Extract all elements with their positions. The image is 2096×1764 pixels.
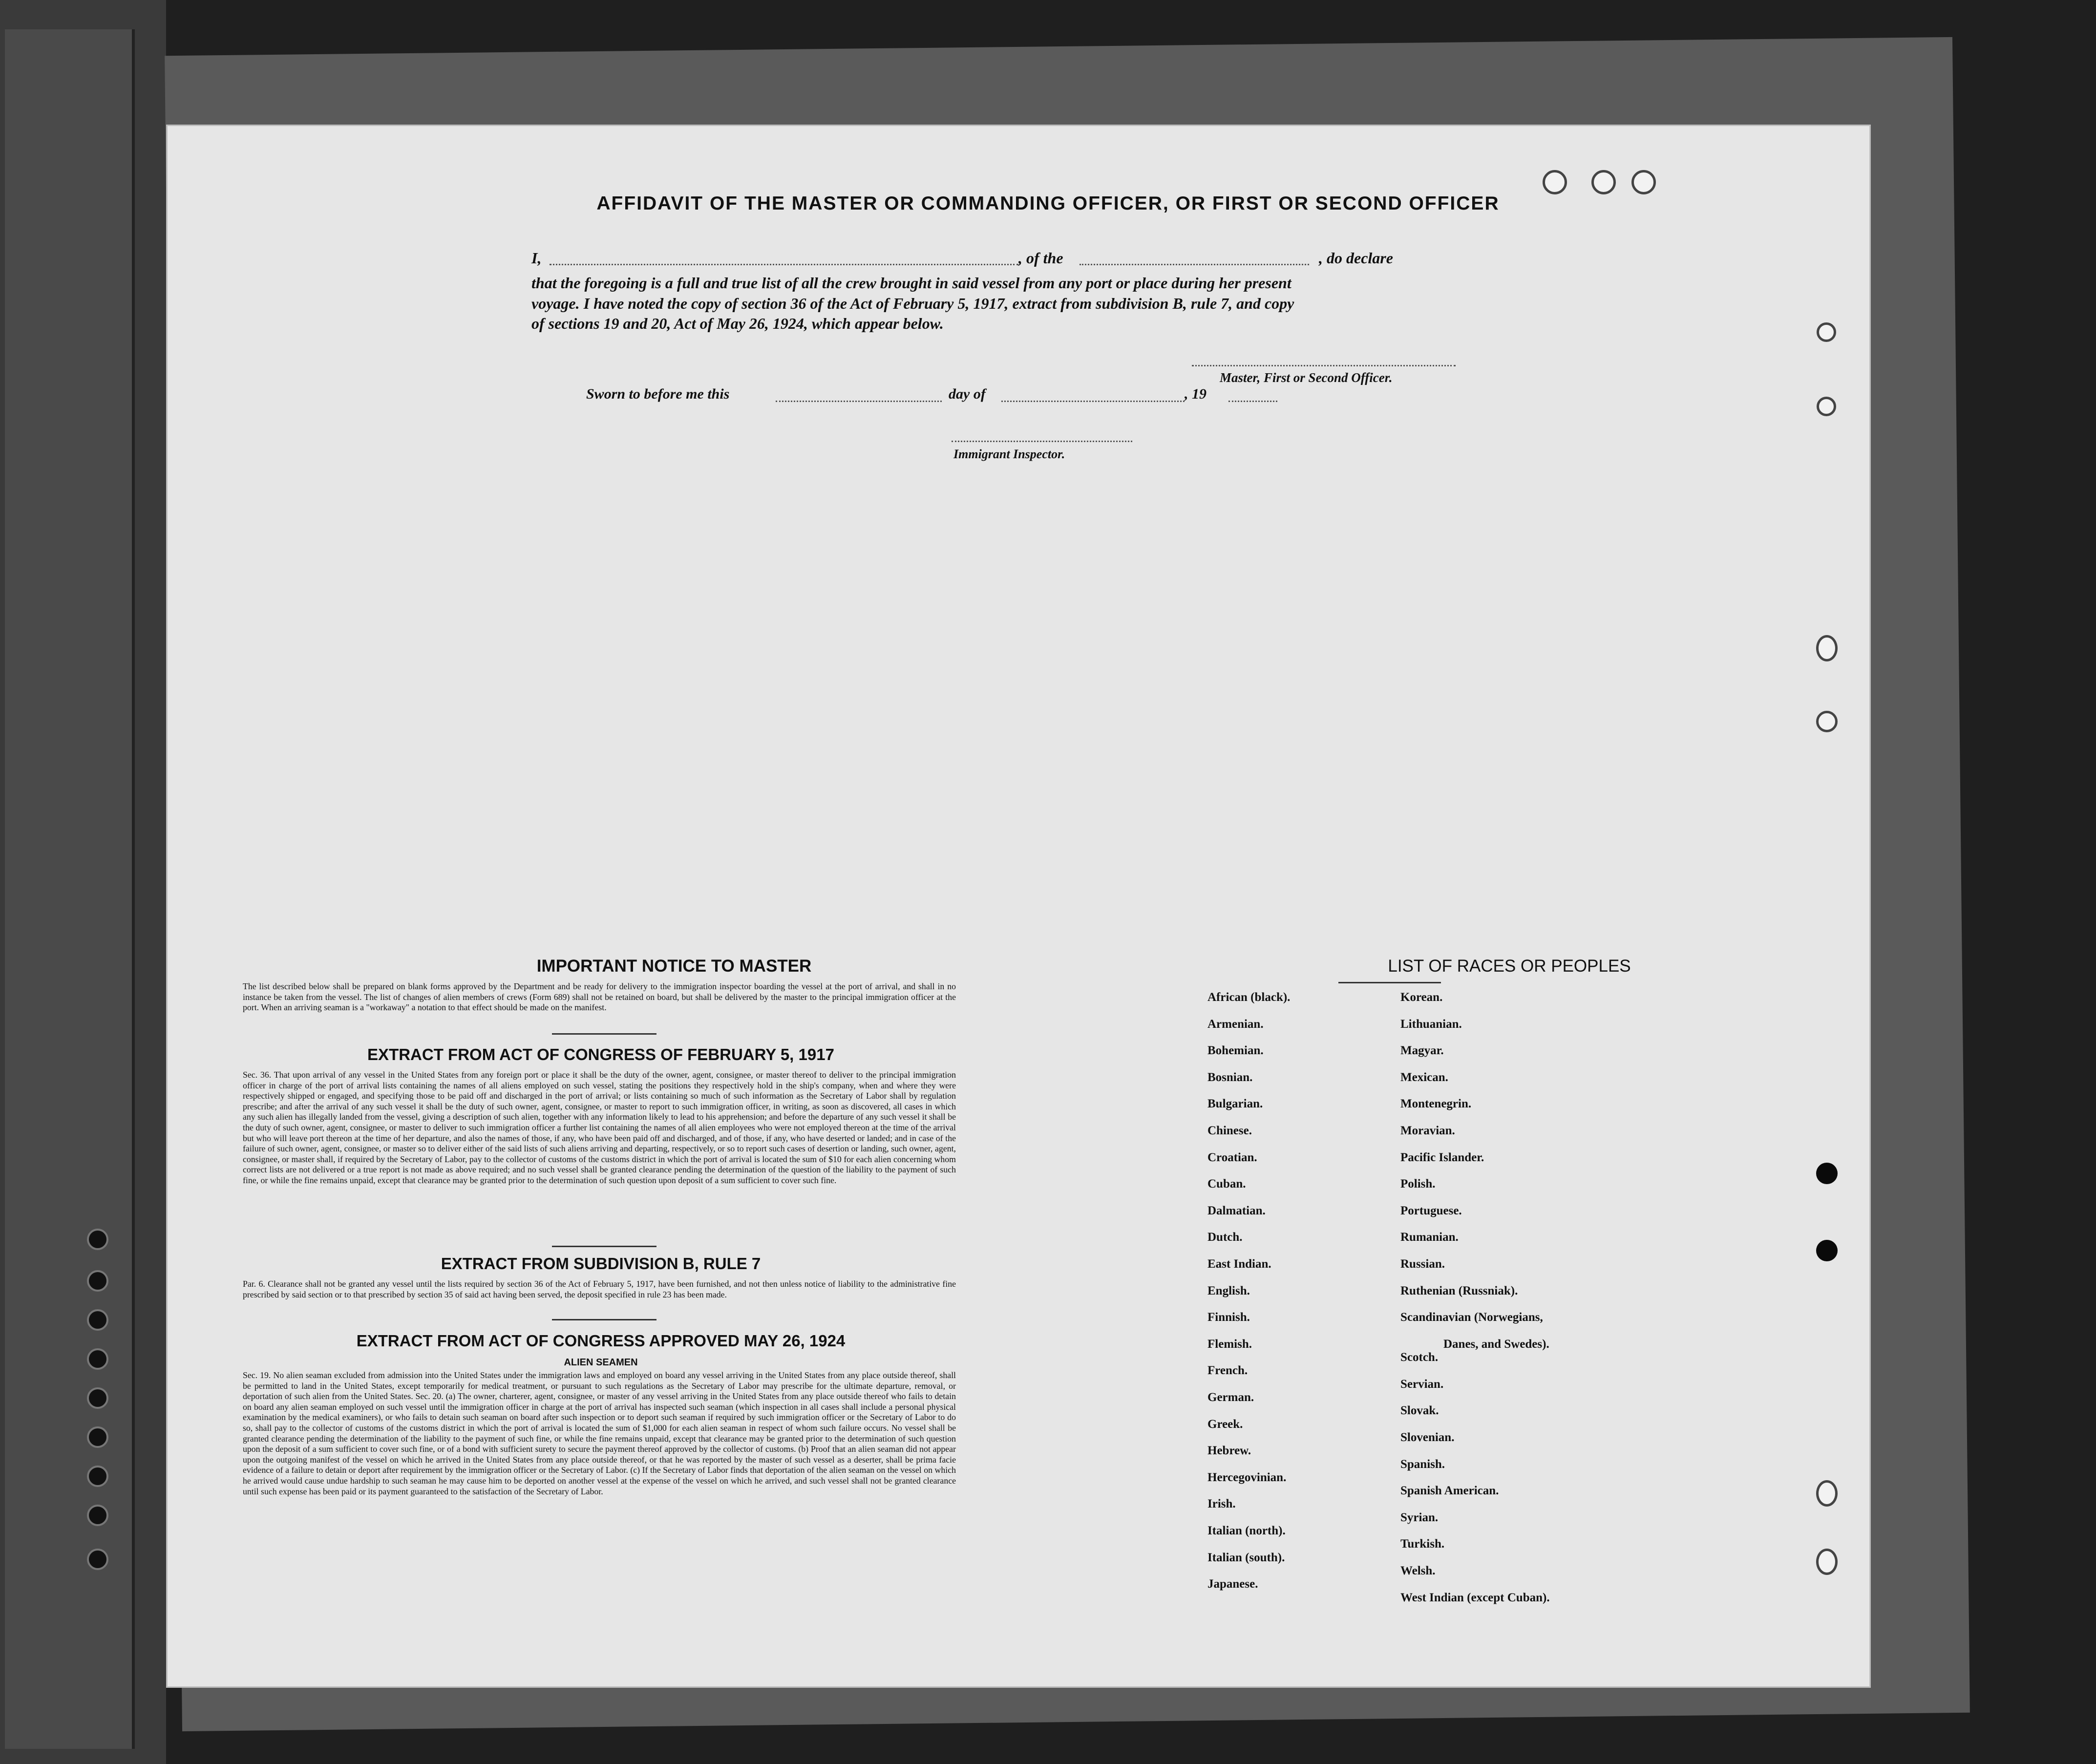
race-item: Moravian. <box>1400 1124 1455 1137</box>
race-item: Spanish. <box>1400 1457 1445 1471</box>
race-item: Syrian. <box>1400 1510 1439 1524</box>
ring-hole-icon <box>1817 397 1836 416</box>
affidavit-of-the: , of the <box>1018 249 1063 267</box>
race-item: Pacific Islander. <box>1400 1150 1484 1164</box>
race-item: Montenegrin. <box>1400 1097 1472 1111</box>
race-item: English. <box>1207 1284 1250 1297</box>
race-item: Scandinavian (Norwegians, <box>1400 1311 1543 1324</box>
race-item: Italian (south). <box>1207 1551 1285 1564</box>
race-item: Servian. <box>1400 1377 1444 1391</box>
race-item: Lithuanian. <box>1400 1017 1462 1031</box>
master-label: Master, First or Second Officer. <box>1220 370 1393 385</box>
ring-hole-icon <box>1816 1240 1838 1261</box>
extract-1924-title: EXTRACT FROM ACT OF CONGRESS APPROVED MAY 26, 1924 <box>356 1332 846 1350</box>
race-item: Bohemian. <box>1207 1044 1264 1058</box>
race-item: Bosnian. <box>1207 1070 1253 1084</box>
binding-hole-icon <box>87 1549 108 1570</box>
sworn-text: Sworn to before me this <box>586 386 730 402</box>
race-item: Croatian. <box>1207 1150 1257 1164</box>
month-blank <box>1001 401 1185 402</box>
race-item: Slovak. <box>1400 1404 1439 1418</box>
divider <box>552 1033 656 1035</box>
race-item: Dalmatian. <box>1207 1204 1266 1217</box>
race-item: African (black). <box>1207 991 1291 1004</box>
race-item: Bulgarian. <box>1207 1097 1263 1111</box>
ring-hole-icon <box>1817 322 1836 342</box>
ring-hole-icon <box>1816 711 1838 732</box>
affidavit-line-4: of sections 19 and 20, Act of May 26, 1924, which appear below. <box>531 315 944 332</box>
race-item: Japanese. <box>1207 1577 1258 1591</box>
race-item: Italian (north). <box>1207 1524 1286 1537</box>
extract-1924-body: Sec. 19. No alien seaman excluded from admission into the United States under the immigration laws and employed on board any vessel arriving in the United States from any place outside thereof, shall be permitted to land in the United States, except temporarily for medical treatment, or pursuant to such regulations as the Secretary of Labor may prescribe for the ultimate departure, removal, or deportation of such alien from the United States. Sec. 20. (a) The owner, charterer, agent, consignee, or master of any vessel arriving in the United States from any place outside thereof who fails to detain on board any alien seaman employed on such vessel until the immigration officer in charge at the port of arrival has inspected such seaman (which inspection in all cases shall include a personal physical examination by the medical examiners), or who fails to detain such seaman on board after such inspection or to deport such seaman if required by such immigration officer or the Secretary of Labor to do so, shall pay to the collector of customs of the customs district in which the port of arrival is located the sum of $1,000 for each alien seaman in respect of whom such failure occurs. No vessel shall be granted clearance pending the determination of the liability to the payment of such fine, or while the fine remains unpaid, except that clearance may be granted prior to the determination of such question upon the deposit of a sum sufficient to cover such fine, or of a bond with sufficient surety to secure the payment thereof approved by the collector of customs. (b) Proof that an alien seaman did not appear upon the outgoing manifest of the vessel on which he arrived in the United States from any place outside thereof, or that he was reported by the master of such vessel as a deserter, shall be prima facie evidence of a failure to detain or deport after requirement by the immigration officer or the Secretary of Labor. (c) If the Secretary of Labor finds that deportation of the alien seaman on the vessel on which he arrived would cause undue hardship to such seaman he may cause him to be deported on another vessel at the expense of the vessel on which he arrived, and such vessel shall not be granted clearance until such expense has been paid or its payment guaranteed to the satisfaction of the Secretary of Labor. <box>243 1370 956 1496</box>
race-item: Turkish. <box>1400 1537 1445 1551</box>
ring-hole-icon <box>1591 170 1616 194</box>
race-item: Dutch. <box>1207 1231 1243 1244</box>
races-title: LIST OF RACES OR PEOPLES <box>1388 956 1631 976</box>
affidavit-title: AFFIDAVIT OF THE MASTER OR COMMANDING OFFICER, OR FIRST OR SECOND OFFICER <box>596 193 1500 214</box>
race-item: East Indian. <box>1207 1257 1271 1271</box>
vessel-blank <box>1080 264 1309 265</box>
year-text: , 19 <box>1185 386 1207 402</box>
ring-hole-icon <box>1816 1163 1838 1184</box>
ring-hole-icon <box>1631 170 1656 194</box>
affidavit-i: I, <box>531 249 542 267</box>
binding-hole-icon <box>87 1270 108 1292</box>
divider <box>1338 982 1441 983</box>
race-item: Polish. <box>1400 1177 1436 1191</box>
ring-hole-icon <box>1543 170 1567 194</box>
binding-hole-icon <box>87 1387 108 1409</box>
master-signature-line <box>1192 365 1456 366</box>
notice-body: The list described below shall be prepared on blank forms approved by the Department and be ready for delivery to the immigration inspector boarding the vessel at the port of arrival, and shall in no instance be taken from the vessel. The list of changes of alien members of crews (Form 689) shall not be retained on board, but shall be delivered by the master to the principal immigration officer at the port. When an arriving seaman is a "workaway" a notation to that effect should be made on the manifest. <box>243 981 956 1013</box>
race-item: Finnish. <box>1207 1311 1250 1324</box>
affidavit-line-2: that the foregoing is a full and true list of all the crew brought in said vessel from any port or place during her present <box>531 274 1291 292</box>
divider <box>552 1246 656 1247</box>
race-item: French. <box>1207 1364 1248 1378</box>
race-item: Armenian. <box>1207 1017 1264 1031</box>
race-item: Rumanian. <box>1400 1231 1459 1244</box>
binding-hole-icon <box>87 1505 108 1526</box>
notice-title: IMPORTANT NOTICE TO MASTER <box>536 956 812 976</box>
race-item: Welsh. <box>1400 1564 1436 1577</box>
race-item: Danes, and Swedes). <box>1443 1337 1549 1351</box>
binding-hole-icon <box>87 1348 108 1370</box>
race-item: Scotch. <box>1400 1351 1439 1364</box>
race-item: Hercegovinian. <box>1207 1470 1287 1484</box>
race-item: Korean. <box>1400 991 1443 1004</box>
affidavit-declare: , do declare <box>1319 249 1393 267</box>
binding-hole-icon <box>87 1426 108 1448</box>
ring-hole-icon <box>1816 635 1838 661</box>
year-blank <box>1228 401 1277 402</box>
binding-hole-icon <box>87 1466 108 1487</box>
day-of-text: day of <box>949 386 986 402</box>
inspector-label: Immigrant Inspector. <box>953 447 1065 461</box>
ring-hole-icon <box>1816 1480 1838 1507</box>
inspector-signature-line <box>952 441 1132 442</box>
binding-hole-icon <box>87 1229 108 1250</box>
binding-hole-icon <box>87 1309 108 1331</box>
race-item: Cuban. <box>1207 1177 1246 1191</box>
left-strip <box>5 29 135 1749</box>
race-item: Mexican. <box>1400 1070 1448 1084</box>
race-item: Portuguese. <box>1400 1204 1462 1217</box>
race-item: Russian. <box>1400 1257 1445 1271</box>
rule7-body: Par. 6. Clearance shall not be granted any vessel until the lists required by section 36 of the Act of February 5, 1917, have been furnished, and not then unless notice of liability to the administrative fine prescribed by said section or to that prescribed by section 35 of said act having been served, the deposit specified in rule 23 has been made. <box>243 1279 956 1299</box>
race-item: Hebrew. <box>1207 1444 1251 1458</box>
race-item: Ruthenian (Russniak). <box>1400 1284 1518 1297</box>
race-item: West Indian (except Cuban). <box>1400 1591 1550 1604</box>
rule7-title: EXTRACT FROM SUBDIVISION B, RULE 7 <box>441 1254 761 1273</box>
day-blank <box>776 401 942 402</box>
name-blank <box>550 264 1018 265</box>
race-item: Greek. <box>1207 1417 1243 1431</box>
extract-1917-body: Sec. 36. That upon arrival of any vessel in the United States from any foreign port or place it shall be the duty of the owner, agent, consignee, or master thereof to deliver to the principal immigration officer in charge of the port of arrival lists containing the names of all aliens employed on such vessel, stating the positions they respectively hold in the ship's company, when and where they were respectively shipped or engaged, and specifying those to be paid off and discharged in the port of arrival; or lists containing so much of such information as the Secretary of Labor shall by regulation prescribe; and after the arrival of any such vessel it shall be the duty of such owner, agent, consignee, or master to report to such immigration officer, in writing, as soon as discovered, all cases in which any such alien has illegally landed from the vessel, giving a description of such alien, together with any information likely to lead to his apprehension; and before the departure of any such vessel it shall be the duty of such owner, agent, consignee, or master to deliver to such immigration officer a further list containing the names of all alien employees who were not employed thereon at the time of the arrival but who will leave port thereon at the time of her departure, and also the names of those, if any, who have been paid off and discharged, and of those, if any, who have deserted or landed; and in case of the failure of such owner, agent, consignee, or master so to deliver either of the said lists of such aliens arriving and departing, respectively, or so to report such cases of desertion or landing, such owner, agent, consignee, or master shall, if required by the Secretary of Labor, pay to the collector of customs of the customs district in which the port of arrival is located the sum of $10 for each alien concerning whom correct lists are not delivered or a true report is not made as above required; and no such vessel shall be granted clearance pending the determination of the question of the liability to the payment of such fine, or while the fine remains unpaid, except that clearance may be granted prior to the determination of such question upon deposit of a sum sufficient to cover such fine. <box>243 1070 956 1185</box>
race-item: Chinese. <box>1207 1124 1252 1137</box>
extract-1917-title: EXTRACT FROM ACT OF CONGRESS OF FEBRUARY 5, 1917 <box>367 1045 834 1063</box>
race-item: Spanish American. <box>1400 1484 1499 1498</box>
race-item: Magyar. <box>1400 1044 1444 1058</box>
race-item: German. <box>1207 1391 1254 1404</box>
affidavit-line-3: voyage. I have noted the copy of section 36 of the Act of February 5, 1917, extract from subdivision B, rule 7, and copy <box>531 295 1294 312</box>
race-item: Irish. <box>1207 1497 1236 1511</box>
race-item: Flemish. <box>1207 1337 1252 1351</box>
alien-seamen-subtitle: ALIEN SEAMEN <box>564 1357 638 1368</box>
ring-hole-icon <box>1816 1549 1838 1575</box>
race-item: Slovenian. <box>1400 1430 1455 1444</box>
divider <box>552 1319 656 1320</box>
